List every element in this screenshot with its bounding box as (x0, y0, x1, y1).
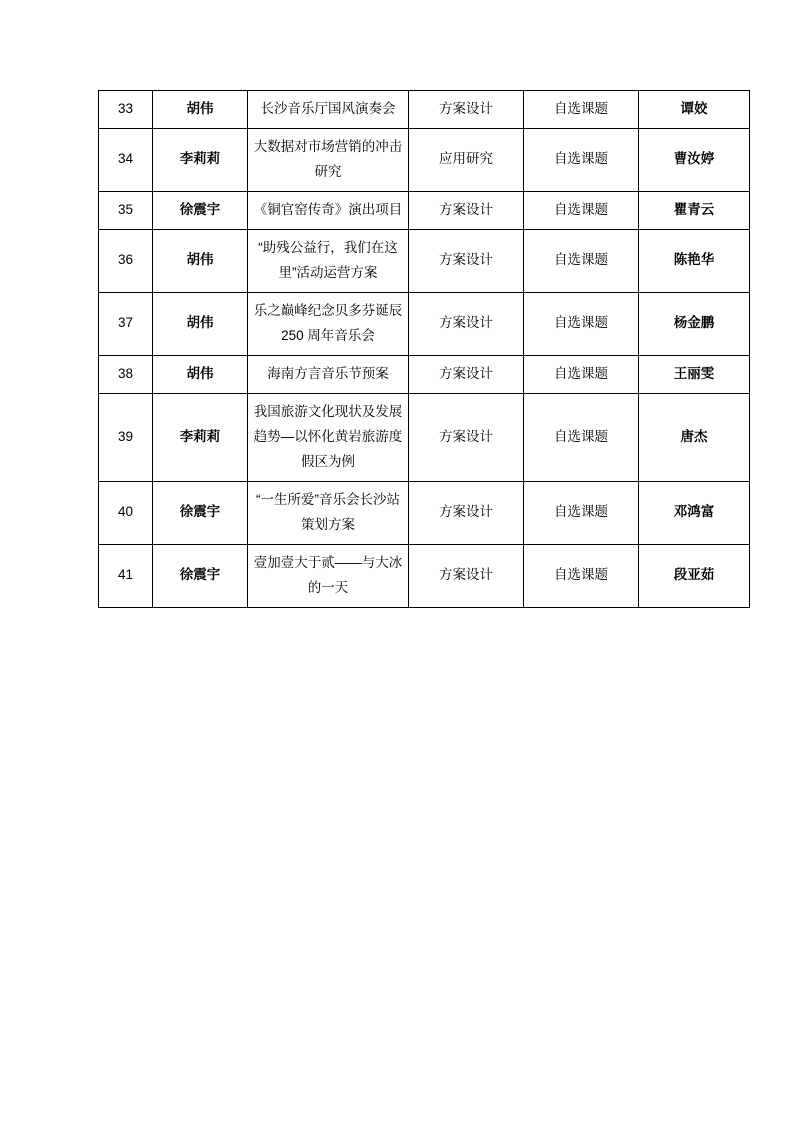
cell-student: 王丽雯 (639, 355, 750, 393)
cell-student: 谭姣 (639, 91, 750, 129)
table-row (99, 128, 750, 191)
cell-type: 方案设计 (409, 393, 524, 481)
topic-table (98, 90, 750, 608)
cell-index: 38 (99, 355, 153, 393)
cell-teacher: 徐震宇 (153, 481, 248, 544)
cell-student: 瞿青云 (639, 191, 750, 229)
cell-teacher: 胡伟 (153, 229, 248, 292)
cell-title: “一生所爱”音乐会长沙站策划方案 (248, 481, 409, 544)
cell-source: 自选课题 (524, 481, 639, 544)
cell-type: 方案设计 (409, 91, 524, 129)
cell-type: 应用研究 (409, 128, 524, 191)
cell-teacher: 李莉莉 (153, 128, 248, 191)
cell-index: 41 (99, 544, 153, 607)
table-row (99, 481, 750, 544)
cell-source: 自选课题 (524, 128, 639, 191)
cell-source: 自选课题 (524, 91, 639, 129)
cell-title: 我国旅游文化现状及发展趋势—以怀化黄岩旅游度假区为例 (248, 393, 409, 481)
cell-title: 《铜官窑传奇》演出项目 (248, 191, 409, 229)
cell-index: 33 (99, 91, 153, 129)
cell-teacher: 胡伟 (153, 355, 248, 393)
cell-teacher: 徐震宇 (153, 544, 248, 607)
cell-source: 自选课题 (524, 544, 639, 607)
cell-student: 邓鸿富 (639, 481, 750, 544)
table-row (99, 393, 750, 481)
cell-type: 方案设计 (409, 544, 524, 607)
topic-table-container (98, 90, 715, 608)
cell-source: 自选课题 (524, 191, 639, 229)
cell-student: 曹汝婷 (639, 128, 750, 191)
cell-index: 40 (99, 481, 153, 544)
cell-index: 35 (99, 191, 153, 229)
cell-teacher: 胡伟 (153, 292, 248, 355)
cell-index: 36 (99, 229, 153, 292)
cell-type: 方案设计 (409, 292, 524, 355)
cell-title: 长沙音乐厅国风演奏会 (248, 91, 409, 129)
cell-type: 方案设计 (409, 481, 524, 544)
cell-source: 自选课题 (524, 355, 639, 393)
cell-title: 大数据对市场营销的冲击研究 (248, 128, 409, 191)
cell-student: 杨金鹏 (639, 292, 750, 355)
cell-source: 自选课题 (524, 393, 639, 481)
table-body (99, 91, 750, 608)
cell-type: 方案设计 (409, 229, 524, 292)
cell-title: “助残公益行，我们在这里”活动运营方案 (248, 229, 409, 292)
cell-title: 乐之巅峰纪念贝多芬诞辰 250 周年音乐会 (248, 292, 409, 355)
cell-title: 壹加壹大于贰——与大冰的一天 (248, 544, 409, 607)
cell-index: 39 (99, 393, 153, 481)
cell-teacher: 李莉莉 (153, 393, 248, 481)
table-row (99, 544, 750, 607)
table-row (99, 229, 750, 292)
cell-title: 海南方言音乐节预案 (248, 355, 409, 393)
cell-student: 陈艳华 (639, 229, 750, 292)
cell-source: 自选课题 (524, 229, 639, 292)
cell-type: 方案设计 (409, 355, 524, 393)
cell-student: 段亚茹 (639, 544, 750, 607)
cell-student: 唐杰 (639, 393, 750, 481)
table-row (99, 292, 750, 355)
cell-teacher: 胡伟 (153, 91, 248, 129)
table-row (99, 191, 750, 229)
cell-source: 自选课题 (524, 292, 639, 355)
cell-index: 34 (99, 128, 153, 191)
cell-teacher: 徐震宇 (153, 191, 248, 229)
table-row (99, 355, 750, 393)
cell-type: 方案设计 (409, 191, 524, 229)
cell-index: 37 (99, 292, 153, 355)
table-row (99, 91, 750, 129)
